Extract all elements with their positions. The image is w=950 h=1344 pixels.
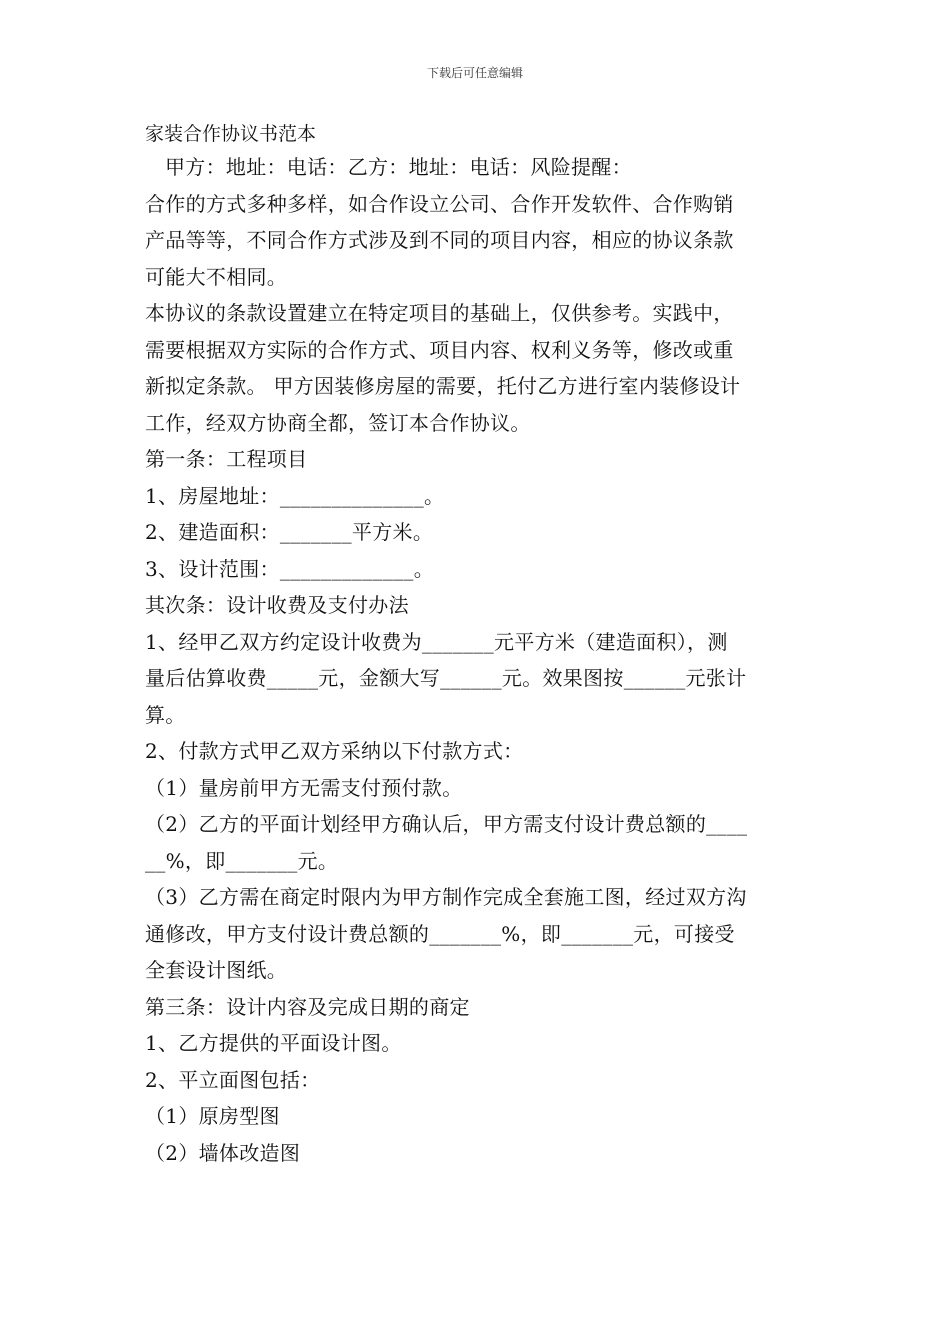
article-2-subitem-2-line-2: __%，即_______元。: [145, 848, 339, 873]
risk-paragraph-2-line-1: 本协议的条款设置建立在特定项目的基础上，仅供参考。实践中，: [145, 301, 734, 325]
article-2-item-2: 2、付款方式甲乙双方采纳以下付款方式：: [145, 739, 524, 763]
parties-line: 甲方：地址：电话：乙方：地址：电话：风险提醒：: [165, 155, 632, 179]
article-2-subitem-1: （1）量房前甲方无需支付预付款。: [145, 775, 463, 800]
article-3-item-1: 1、乙方提供的平面设计图。: [145, 1031, 402, 1055]
risk-paragraph-1-line-1: 合作的方式多种多样，如合作设立公司、合作开发软件、合作购销: [145, 191, 734, 216]
article-3-item-2: 2、平立面图包括：: [145, 1067, 321, 1092]
article-1-heading: 第一条：工程项目: [145, 447, 308, 471]
document-body: [145, 119, 809, 1171]
risk-paragraph-2-line-3: 新拟定条款。 甲方因装修房屋的需要，托付乙方进行室内装修设计: [145, 374, 741, 398]
article-3-subitem-2: （2）墙体改造图: [145, 1140, 301, 1165]
article-1-item-2: 2、建造面积：_______平方米。: [145, 520, 434, 544]
risk-paragraph-1-line-2: 产品等等，不同合作方式涉及到不同的项目内容，相应的协议条款: [145, 228, 734, 252]
article-2-subitem-2-line-1: （2）乙方的平面计划经甲方确认后，甲方需支付设计费总额的____: [145, 812, 748, 836]
article-2-subitem-3-line-3: 全套设计图纸。: [145, 958, 288, 982]
article-2-item-1-line-2: 量后估算收费_____元，金额大写______元。效果图按______元张计: [145, 666, 747, 690]
article-2-heading: 其次条：设计收费及支付办法: [145, 593, 409, 617]
article-3-subitem-1: （1）原房型图: [145, 1104, 280, 1128]
risk-paragraph-2-line-4: 工作，经双方协商全都，签订本合作协议。: [145, 410, 531, 435]
document-title: 家装合作协议书范本: [145, 123, 317, 145]
article-2-item-1-line-3: 算。: [145, 702, 186, 727]
risk-paragraph-2-line-2: 需要根据双方实际的合作方式、项目内容、权利义务等，修改或重: [145, 337, 734, 362]
article-1-item-1: 1、房屋地址：______________。: [145, 483, 445, 508]
article-3-heading: 第三条：设计内容及完成日期的商定: [145, 994, 470, 1019]
article-2-subitem-3-line-1: （3）乙方需在商定时限内为甲方制作完成全套施工图，经过双方沟: [145, 885, 747, 909]
risk-paragraph-1-line-3: 可能大不相同。: [145, 264, 288, 289]
article-2-item-1-line-1: 1、经甲乙双方约定设计收费为_______元平方米（建造面积），测: [145, 629, 728, 654]
article-1-item-3: 3、设计范围：_____________。: [145, 556, 435, 581]
article-2-subitem-3-line-2: 通修改，甲方支付设计费总额的_______%，即_______元，可接受: [145, 921, 735, 946]
page-header: 下载后可任意编辑: [426, 66, 523, 80]
